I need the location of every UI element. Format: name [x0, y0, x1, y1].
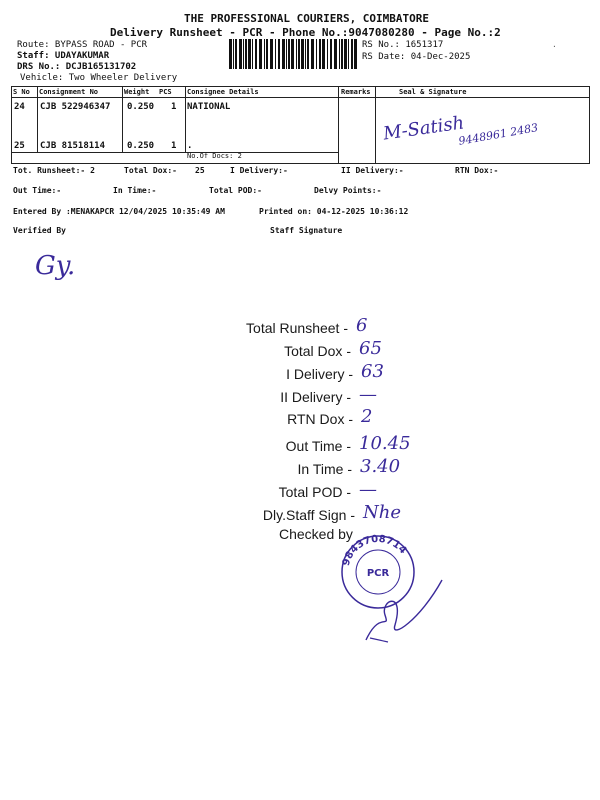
barcode-bar	[233, 39, 234, 69]
barcode-bar	[311, 39, 314, 69]
barcode-bar	[334, 39, 337, 69]
barcode-bar	[291, 39, 294, 69]
barcode-bar	[239, 39, 242, 69]
stamp-label: Total Runsheet -	[246, 320, 348, 336]
barcode-bar	[322, 39, 325, 69]
barcode-bar	[348, 39, 349, 69]
barcode-bar	[344, 39, 347, 69]
barcode-bar	[259, 39, 262, 69]
stamp-label: Out Time -	[285, 438, 351, 454]
stamp-label: Total Dox -	[284, 343, 351, 359]
stamp-label: In Time -	[297, 461, 352, 477]
stamp-value: 63	[361, 361, 384, 382]
col-consignee: Consignee Details	[187, 88, 259, 96]
stamp-value: 2	[361, 406, 373, 427]
stamp-label: I Delivery -	[286, 366, 353, 382]
barcode-bar	[330, 39, 332, 69]
row-consignee: .	[187, 141, 193, 151]
stamp-value: Nhe	[363, 502, 401, 523]
rtn-dox: RTN Dox:-	[455, 166, 499, 175]
consignment-table	[11, 86, 590, 164]
seal-number: 9843708714	[340, 533, 409, 568]
staff-signature-label: Staff Signature	[270, 226, 343, 235]
barcode-bar	[341, 39, 343, 69]
barcode-bar	[301, 39, 304, 69]
row-pcs: 1	[171, 102, 177, 112]
barcode-bar	[229, 39, 232, 69]
barcode-bar	[339, 39, 340, 69]
stamp-label: RTN Dox -	[287, 411, 353, 427]
total-dox-value: 25	[195, 166, 205, 175]
row-consignment: CJB 81518114	[40, 141, 106, 151]
row-sno: 24	[14, 102, 25, 112]
checked-by-label: Checked by	[279, 526, 353, 542]
row-pcs: 1	[171, 141, 177, 151]
barcode-bar	[245, 39, 247, 69]
row-sno: 25	[14, 141, 25, 151]
seal-center: PCR	[366, 568, 390, 579]
route-label: Route: BYPASS ROAD - PCR	[17, 40, 148, 50]
vehicle-label: Vehicle: Two Wheeler Delivery	[20, 73, 178, 83]
barcode-bar	[248, 39, 251, 69]
barcode-bar	[319, 39, 321, 69]
verified-by: Verified By	[13, 226, 66, 235]
handwritten-phone: 9448961 2483	[457, 121, 540, 148]
total-dox-label: Total Dox:-	[124, 166, 177, 175]
barcode-bar	[270, 39, 273, 69]
stamp-value: 3.40	[360, 456, 401, 477]
staff-label: Staff: UDAYAKUMAR	[17, 51, 110, 61]
barcode-bar	[307, 39, 309, 69]
rs-number: RS No.: 1651317	[362, 40, 444, 50]
barcode-bar	[286, 39, 287, 69]
stamp-value: 6	[356, 315, 368, 336]
drs-label: DRS No.: DCJB165131702	[17, 62, 137, 72]
stamp-label: II Delivery -	[280, 389, 351, 405]
stamp-label: Dly.Staff Sign -	[262, 507, 355, 523]
stamp-value: —	[359, 479, 377, 500]
barcode-bar	[305, 39, 306, 69]
rs-date: RS Date: 04-Dec-2025	[362, 52, 471, 62]
row-consignee: NATIONAL	[187, 102, 231, 112]
barcode-bar	[288, 39, 290, 69]
delvy-points: Delvy Points:-	[314, 186, 382, 195]
i-delivery: I Delivery:-	[230, 166, 288, 175]
row-consignment: CJB 522946347	[40, 102, 111, 112]
barcode-bar	[235, 39, 237, 69]
col-pcs: PCS	[159, 88, 172, 96]
barcode-bar	[266, 39, 268, 69]
stamp-label: Total POD -	[278, 484, 351, 500]
entered-by: Entered By :MENAKAPCR 12/04/2025 10:35:49 AM	[13, 207, 225, 216]
barcode-bar	[316, 39, 317, 69]
col-consignment: Consignment No	[39, 88, 99, 96]
in-time: In Time:-	[113, 186, 157, 195]
barcode-bar	[252, 39, 253, 69]
col-seal: Seal & Signature	[399, 88, 467, 96]
handwritten-signature: M-Satish	[381, 112, 466, 145]
row-weight: 0.250	[127, 102, 155, 112]
stamp-value: —	[359, 384, 377, 405]
barcode-bar	[296, 39, 297, 69]
verified-initials: Gy.	[35, 251, 76, 281]
barcode-bar	[264, 39, 265, 69]
barcode-bar	[298, 39, 300, 69]
stamp-value: 10.45	[359, 433, 411, 454]
barcode-bar	[243, 39, 244, 69]
col-weight: Weight	[124, 88, 150, 96]
barcode-bar	[327, 39, 328, 69]
col-remarks: Remarks	[341, 88, 371, 96]
out-time: Out Time:-	[13, 186, 62, 195]
tot-runsheet: Tot. Runsheet:- 2	[13, 166, 95, 175]
stamp-value: 65	[359, 338, 382, 359]
runsheet-subtitle: Delivery Runsheet - PCR - Phone No.:9047080280 - Page No.:2	[110, 26, 501, 39]
company-title: THE PROFESSIONAL COURIERS, COIMBATORE	[184, 12, 430, 25]
barcode-bar	[351, 39, 353, 69]
row-weight: 0.250	[127, 141, 155, 151]
barcode-bar	[282, 39, 285, 69]
barcode-bar	[255, 39, 257, 69]
barcode-image	[229, 39, 359, 69]
barcode-bar	[354, 39, 357, 69]
printed-on: Printed on: 04-12-2025 10:36:12	[259, 207, 409, 216]
barcode-bar	[275, 39, 276, 69]
stray-mark: ·	[552, 42, 557, 51]
barcode-bar	[278, 39, 280, 69]
total-pod: Total POD:-	[209, 186, 262, 195]
ii-delivery: II Delivery:-	[341, 166, 404, 175]
no-of-docs: No.Of Docs: 2	[187, 152, 242, 160]
checker-signature	[360, 570, 450, 650]
col-sno: S No	[13, 88, 30, 96]
